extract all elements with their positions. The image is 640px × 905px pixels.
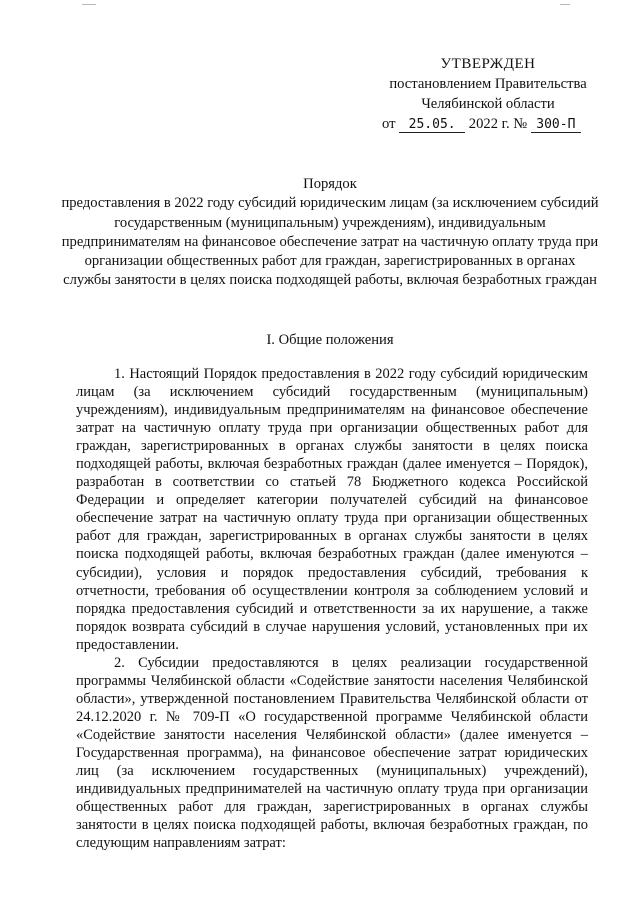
- approval-stamp: [372, 54, 604, 134]
- from-label: от: [382, 116, 396, 132]
- scan-artifact: [560, 4, 570, 5]
- approval-number: 300-П: [531, 117, 581, 133]
- title-heading: Порядок: [303, 176, 357, 192]
- approval-date-line: [372, 114, 604, 134]
- paragraph-1: 1. Настоящий Порядок предоставления в 2022 году субсидий юридическим лицам (за исключением субсидий государственным (муниципальным) учреждениям), индивидуальным предпринимателям на финансовое обеспечение затрат на частичную оплату труда при организации общественных работ для граждан, зарегистрированных в органах службы занятости в целях поиска подходящей работы, включая безработных граждан (далее именуется – Порядок), разработан в соответствии со статьей 78 Бюджетного кодекса Российской Федерации и определяет категории получателей субсидий на финансовое обеспечение затрат на частичную оплату труда при организации общественных работ для граждан, зарегистрированных в органах службы занятости в целях поиска подходящей работы, включая безработных граждан (далее именуются – субсидии), условия и порядок предоставления субсидий, требования к отчетности, требования об осуществлении контроля за соблюдением условий и порядка предоставления субсидий и ответственности за их нарушение, а также порядок возврата субсидий в случае нарушения условий, установленных при их предоставлении.: [76, 366, 588, 653]
- document-body: [76, 365, 588, 852]
- approval-line-1: постановлением Правительства: [389, 76, 587, 92]
- scan-artifact: [82, 4, 96, 5]
- approval-title: УТВЕРЖДЕН: [440, 56, 536, 72]
- section-heading: I. Общие положения: [266, 332, 394, 348]
- approval-line-2: Челябинской области: [421, 96, 555, 112]
- approval-year: 2022 г. №: [468, 116, 528, 132]
- title-subtitle: предоставления в 2022 году субсидий юридическим лицам (за исключением субсидий государственным (муниципальным) учреждениям), индивидуальным предпринимателям на финансовое обеспечение затрат на частичную оплату труда при организации общественных работ для граждан, зарегистрированных в органах службы занятости в целях поиска подходящей работы, включая безработных граждан: [61, 195, 599, 289]
- paragraph-2: 2. Субсидии предоставляются в целях реализации государственной программы Челябинской области «Содействие занятости населения Челябинской области», утвержденной постановлением Правительства Челябинской области от 24.12.2020 г. № 709-П «О государственной программе Челябинской области «Содействие занятости населения Челябинской области» (далее именуется – Государственная программа), на финансовое обеспечение затрат юридических лиц (за исключением государственных (муниципальных) учреждений), индивидуальных предпринимателей на частичную оплату труда при организации общественных работ для граждан, зарегистрированных в органах службы занятости в целях поиска подходящей работы, включая безработных граждан, по следующим направлениям затрат:: [76, 654, 588, 852]
- document-title: [60, 175, 600, 291]
- approval-date: 25.05.: [399, 117, 465, 133]
